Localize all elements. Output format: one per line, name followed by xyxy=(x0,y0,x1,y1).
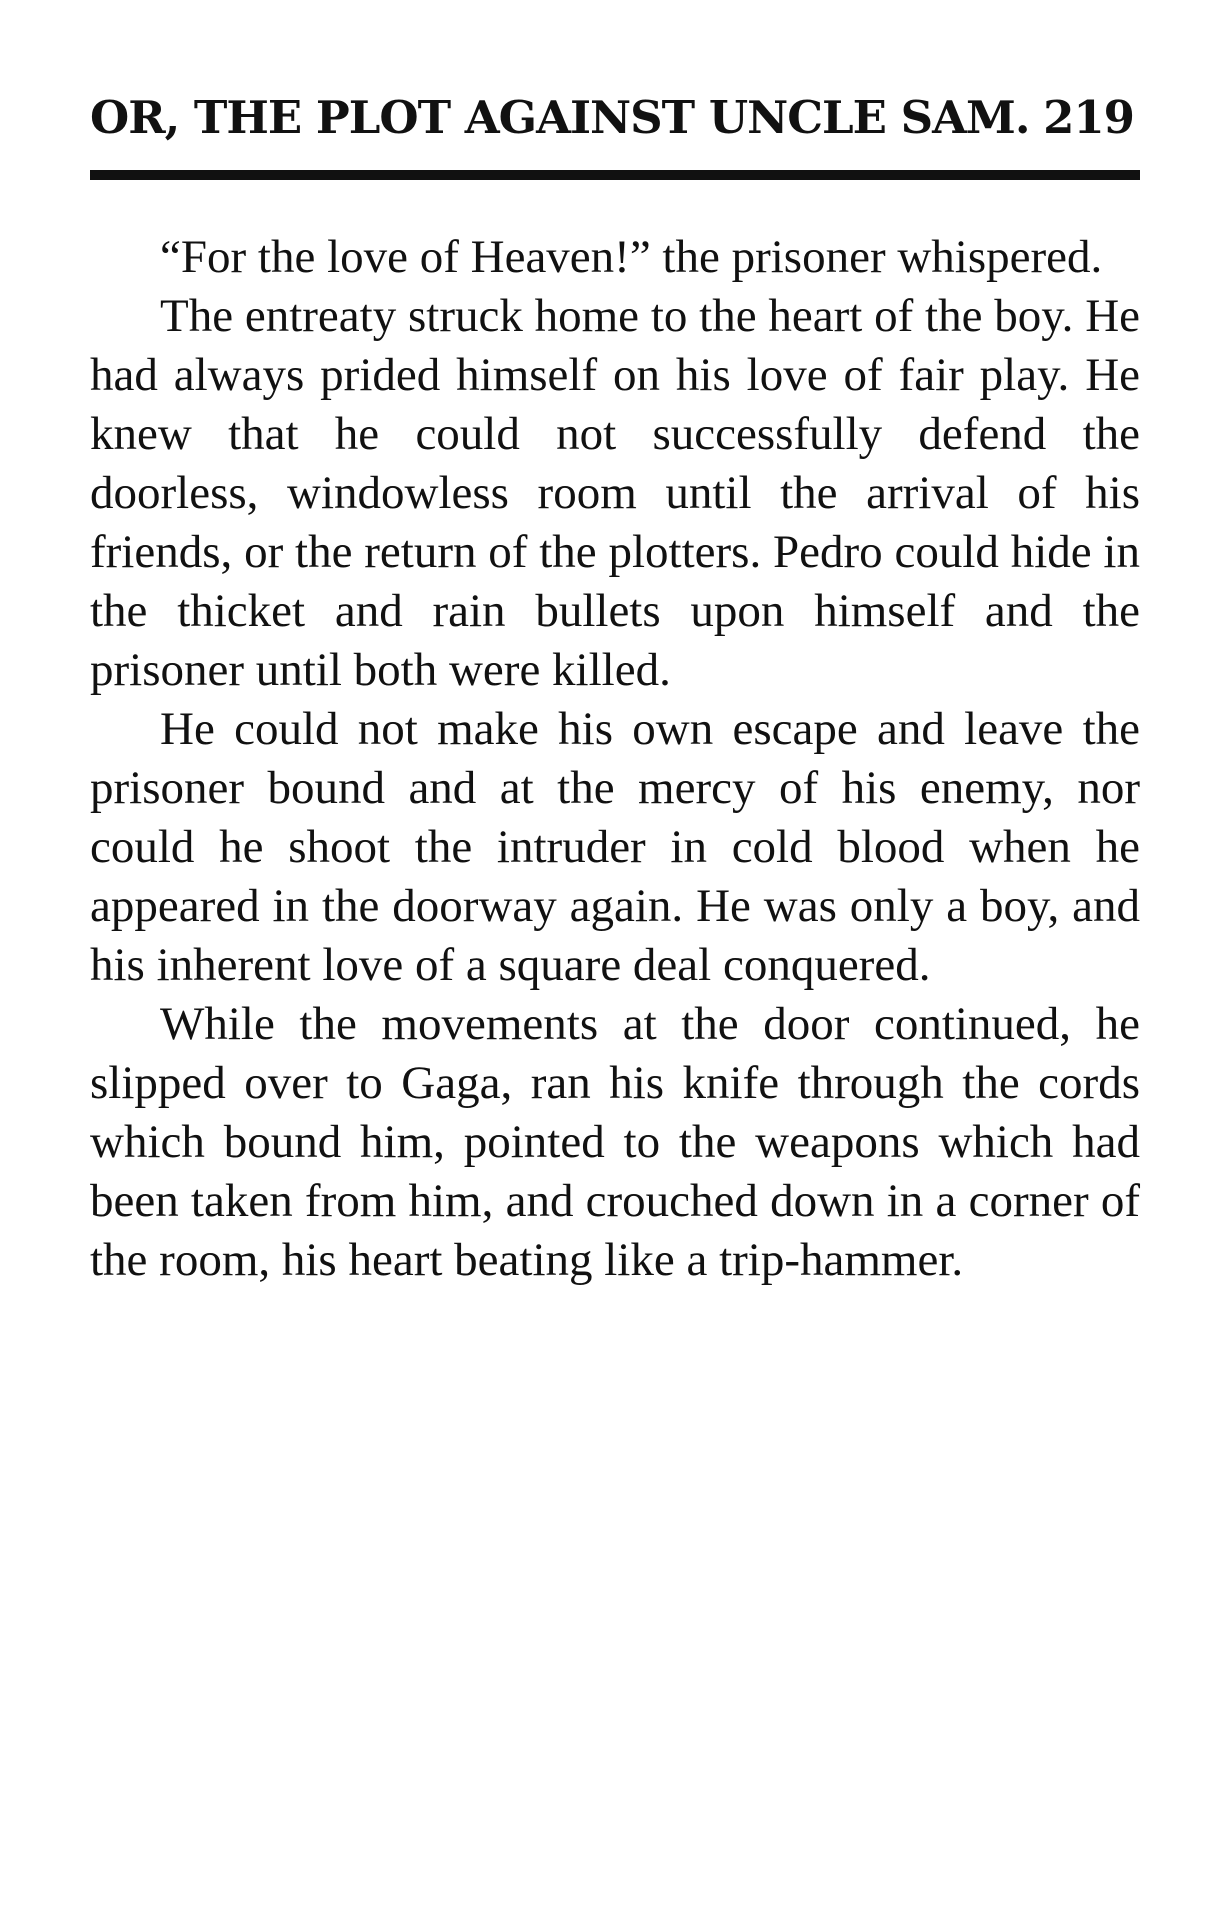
book-page xyxy=(90,91,1140,1290)
paragraph: While the movements at the door continued, he slipped over to Gaga, ran his knife through the cords which bound him, pointed to the weapons which had been taken from him, and crouched down in a corner of the room, his heart beating like a trip-hammer. xyxy=(90,998,1140,1286)
paragraph: He could not make his own escape and leave the prisoner bound and at the mercy of his enemy, nor could he shoot the intruder in cold blood when he appeared in the doorway again. He was only a boy, and his inherent love of a square deal conquered. xyxy=(90,703,1140,991)
running-head-title: OR, THE PLOT AGAINST UNCLE SAM. xyxy=(90,91,1030,144)
paragraph: The entreaty struck home to the heart of the boy. He had always prided himself on his love of fair play. He knew that he could not successfully defend the doorless, windowless room until the arrival of his friends, or the return of the plotters. Pedro could hide in the thicket and rain bullets upon himself and the prisoner until both were killed. xyxy=(90,290,1140,696)
body-text xyxy=(90,228,1140,1290)
paragraph: “For the love of Heaven!” the prisoner whispered. xyxy=(160,231,1103,283)
header-rule xyxy=(90,170,1140,180)
page-number: 219 xyxy=(1043,91,1134,144)
running-head xyxy=(90,91,1140,144)
